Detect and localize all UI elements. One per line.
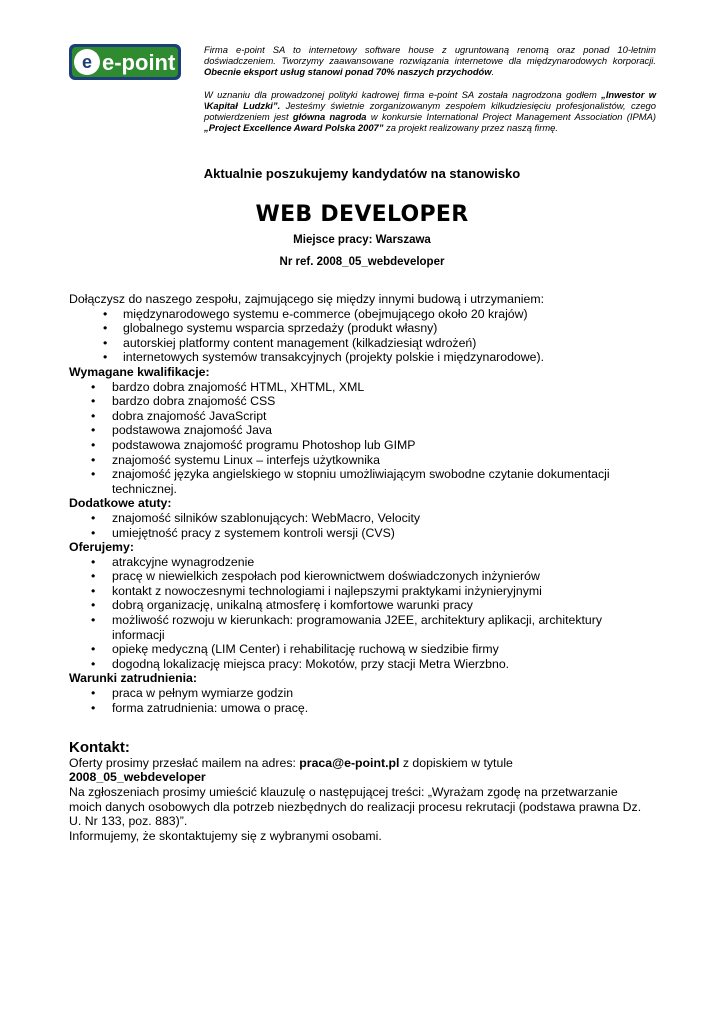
svg-text:e: e	[81, 52, 93, 72]
list-item: • umiejętność pracy z systemem kontroli wersji (CVS)	[69, 526, 649, 541]
list-item: • dogodną lokalizację miejsca pracy: Mokotów, przy stacji Metra Wierzbno.	[69, 657, 649, 672]
intro-bold: „Inwestor w \Kapitał Ludzki”.	[204, 88, 656, 111]
requirements-heading: Wymagane kwalifikacje:	[69, 364, 210, 379]
terms-list	[69, 686, 649, 715]
projects-list	[69, 307, 649, 365]
contact-text: Oferty prosimy przesłać mailem na adres:	[69, 755, 300, 770]
offer-list	[69, 555, 649, 672]
list-item: • autorskiej platformy content management (kilkadziesiąt wdrożeń)	[69, 336, 649, 351]
list-item: • bardzo dobra znajomość HTML, XHTML, XML	[69, 380, 649, 395]
reference-number: Nr ref. 2008_05_webdeveloper	[279, 256, 445, 268]
intro-bold: „Project Excellence Award Polska 2007”	[204, 122, 384, 134]
intro-text: W uznaniu dla prowadzonej polityki kadrowej firma e-point SA została nagrodzona godłem	[204, 88, 602, 100]
work-place: Miejsce pracy: Warszawa	[293, 234, 431, 246]
team-intro: Dołączysz do naszego zespołu, zajmującego się między innymi budową i utrzymaniem:	[69, 292, 545, 306]
contact-text: z dopiskiem w tytule	[399, 755, 513, 770]
list-item: • podstawowa znajomość programu Photoshop lub GIMP	[69, 438, 649, 453]
contact-instructions	[69, 756, 649, 785]
list-item: • znajomość systemu Linux – interfejs użytkownika	[69, 453, 649, 468]
intro-paragraph-2	[204, 89, 656, 134]
list-item: • praca w pełnym wymiarze godzin	[69, 686, 649, 701]
logo-text: e-point	[102, 50, 176, 75]
job-title: WEB DEVELOPER	[255, 202, 469, 227]
intro-bold: Obecnie eksport usług stanowi ponad 70% naszych przychodów	[204, 66, 492, 78]
list-item: • atrakcyjne wynagrodzenie	[69, 555, 649, 570]
list-item: • dobra znajomość JavaScript	[69, 409, 649, 424]
e-point-logo	[68, 43, 182, 81]
list-item: • dobrą organizację, unikalną atmosferę i komfortowe warunki pracy	[69, 598, 649, 613]
list-item: • globalnego systemu wsparcia sprzedaży (produkt własny)	[69, 321, 649, 336]
intro-text: .	[491, 66, 495, 78]
company-intro	[204, 44, 656, 133]
intro-paragraph-1	[204, 44, 656, 78]
list-item: • internetowych systemów transakcyjnych (projekty polskie i międzynarodowe).	[69, 350, 649, 365]
list-item: • podstawowa znajomość Java	[69, 423, 649, 438]
lead-text: Aktualnie poszukujemy kandydatów na stanowisko	[203, 166, 521, 181]
list-item: • forma zatrudnienia: umowa o pracę.	[69, 701, 649, 716]
list-item: • bardzo dobra znajomość CSS	[69, 394, 649, 409]
intro-text: w konkursie International Project Management Association (IPMA)	[366, 111, 656, 123]
list-item: • międzynarodowego systemu e-commerce (obejmującego około 20 krajów)	[69, 307, 649, 322]
privacy-clause: Na zgłoszeniach prosimy umieścić klauzulę o następującej treści: „Wyrażam zgodę na przetwarzanie moich danych osobowych dla potrzeb niezbędnych do realizacji procesu rekrutacji (podstawa prawna Dz. U. Nr 133, poz. 883)”.	[69, 785, 642, 829]
terms-heading: Warunki zatrudnienia:	[69, 671, 197, 686]
list-item: • znajomość silników szablonujących: WebMacro, Velocity	[69, 511, 649, 526]
offer-heading: Oferujemy:	[69, 540, 134, 555]
requirements-list	[69, 380, 649, 497]
intro-bold: główna nagroda	[292, 111, 367, 123]
contact-reference: 2008_05_webdeveloper	[69, 770, 206, 785]
final-note: Informujemy, że skontaktujemy się z wybranymi osobami.	[69, 828, 382, 843]
list-item: • znajomość języka angielskiego w stopniu umożliwiającym swobodne czytanie dokumentacji technicznej.	[69, 467, 649, 496]
job-description	[69, 292, 649, 843]
list-item: • możliwość rozwoju w kierunkach: programowania J2EE, architektury aplikacji, architektury informacji	[69, 613, 649, 642]
extras-heading: Dodatkowe atuty:	[69, 496, 172, 511]
extras-list	[69, 511, 649, 540]
intro-text: Firma e-point SA to internetowy software house z ugruntowaną renomą oraz ponad 10-letnim doświadczeniem. Tworzymy zaawansowane rozwiązania internetowe dla międzynarodowych korporacji.	[204, 44, 656, 67]
list-item: • pracę w niewielkich zespołach pod kierownictwem doświadczonych inżynierów	[69, 569, 649, 584]
list-item: • kontakt z nowoczesnymi technologiami i najlepszymi praktykami inżynieryjnymi	[69, 584, 649, 599]
contact-email-link[interactable]: praca@e-point.pl	[299, 755, 400, 770]
intro-text: Jesteśmy świetnie zorganizowanym zespołem kilkudziesięciu profesjonalistów, czego potwierdzeniem jest	[204, 99, 656, 123]
intro-text: za projekt realizowany przez naszą firmę.	[383, 122, 558, 134]
contact-heading: Kontakt:	[69, 739, 130, 757]
list-item: • opiekę medyczną (LIM Center) i rehabilitację ruchową w siedzibie firmy	[69, 642, 649, 657]
